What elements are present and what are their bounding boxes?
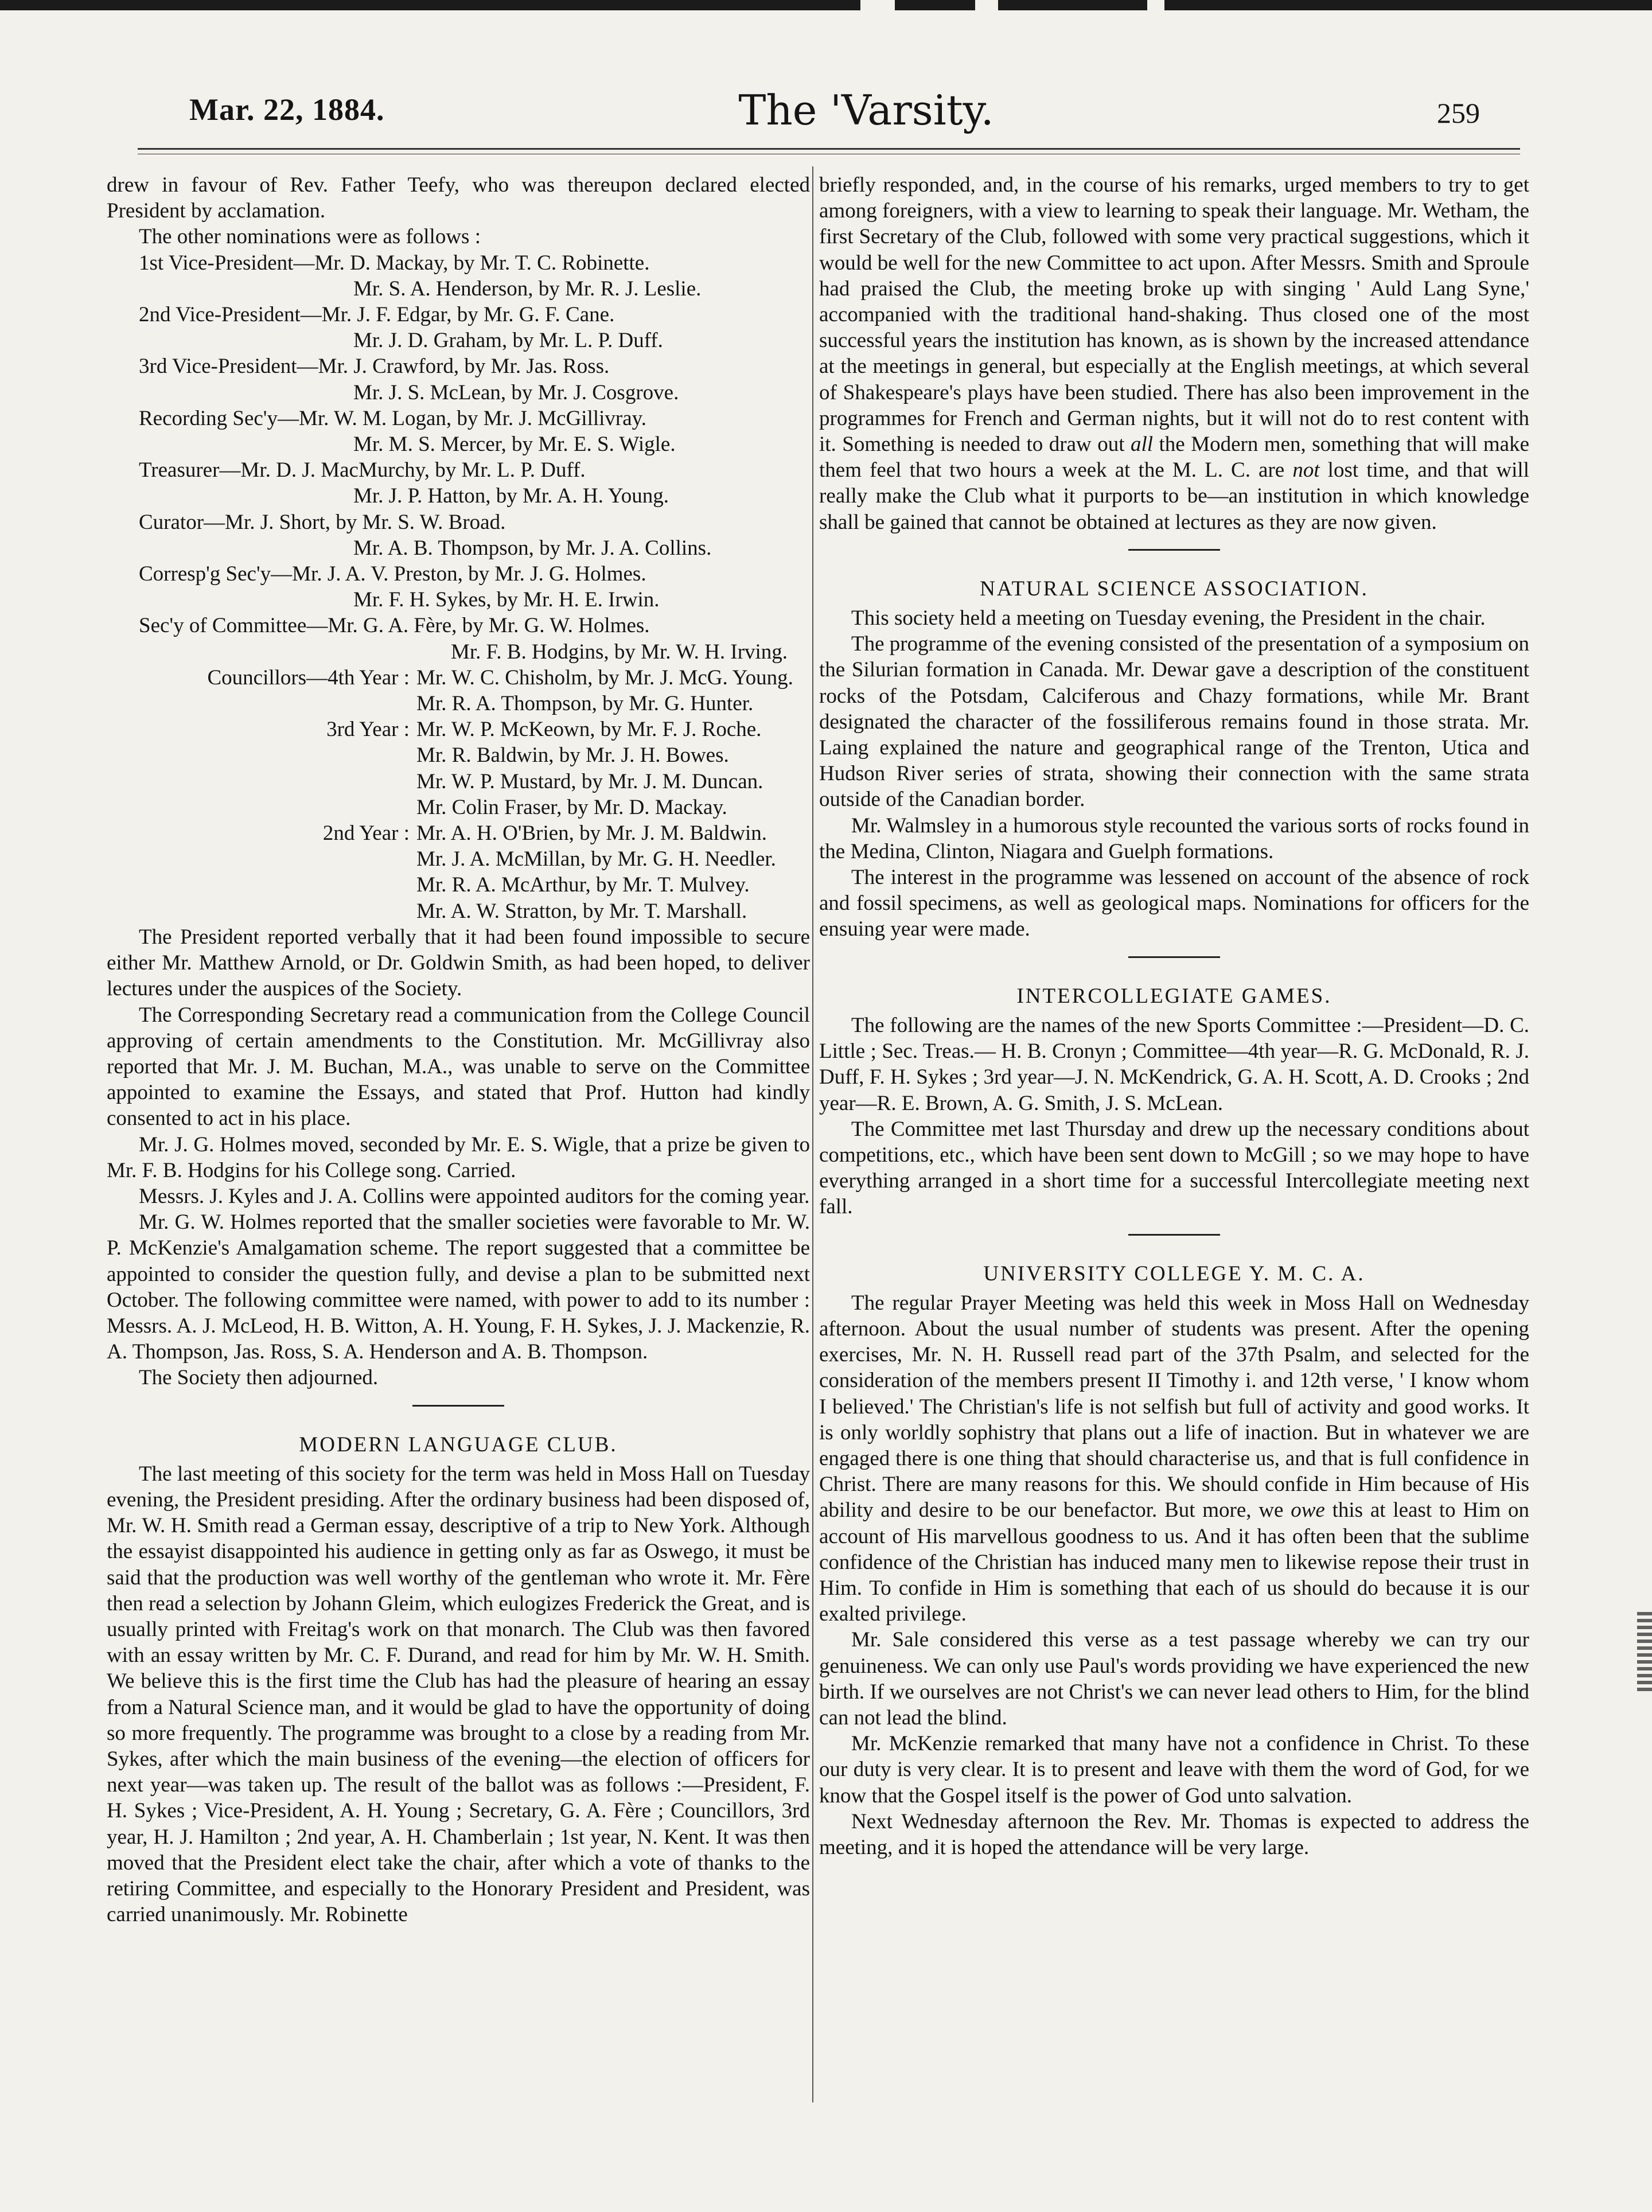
nomination-line: 2nd Vice-President—Mr. J. F. Edgar, by Mr. G. F. Cane. <box>139 303 615 327</box>
section-heading-intercollegiate-games: INTERCOLLEGIATE GAMES. <box>1016 984 1332 1008</box>
nomination-alt-line: Mr. M. S. Mercer, by Mr. E. S. Wigle. <box>353 433 676 457</box>
nomination-line: Recording Sec'y—Mr. W. M. Logan, by Mr. J. McGillivray. <box>139 406 647 430</box>
section-rule <box>1128 549 1220 551</box>
councillor-line: Mr. R. A. McArthur, by Mr. T. Mulvey. <box>416 873 750 897</box>
councillors-2nd-year <box>107 820 810 924</box>
nomination-alt-line: Mr. J. P. Hatton, by Mr. A. H. Young. <box>353 484 669 508</box>
section-heading-ymca: UNIVERSITY COLLEGE Y. M. C. A. <box>983 1261 1365 1286</box>
paragraph: Messrs. J. Kyles and J. A. Collins were appointed auditors for the coming year. <box>139 1184 810 1208</box>
emphasis: not <box>1292 458 1320 482</box>
left-column <box>107 172 810 1927</box>
paragraph: The Society then adjourned. <box>139 1366 379 1390</box>
councillor-line: Mr. R. A. Thompson, by Mr. G. Hunter. <box>416 692 754 716</box>
councillors-year-label: 3rd Year : <box>326 718 410 742</box>
nomination-line: Treasurer—Mr. D. J. MacMurchy, by Mr. L. P. Duff. <box>139 458 586 482</box>
nomination-line: Sec'y of Committee—Mr. G. A. Fère, by Mr. G. W. Holmes. <box>139 614 650 638</box>
nomination-alt-line: Mr. A. B. Thompson, by Mr. J. A. Collins. <box>353 536 712 560</box>
paragraph: The following are the names of the new Sports Committee :—President—D. C. Little ; Sec. Treas.— H. B. Cronyn ; Committee—4th year—R. G. McDonald, R. J. Duff, F. H. Sykes ; 3rd year—J. N. McKendrick, G. A. H. Scott, A. D. Crooks ; 2nd year—R. E. Brown, A. G. Smith, J. S. McLean. <box>819 1013 1529 1115</box>
page-header <box>184 86 1503 149</box>
paragraph: The regular Prayer Meeting was held this week in Moss Hall on Wednesday afternoon. About the usual number of students was present. After the opening exercises, Mr. N. H. Russell read part of the 37th Psalm, and selected for the consideration of the members present II Timothy i. and 12th verse, ' I know whom I believed.' The Christian's life is not selfish but full of activity and good works. It is only worldly sophistry that plans out a life of inaction. But in whatever we are engaged there is one thing that should characterise us, and that is full confidence in Christ. There are many reasons for this. We should confide in Him because of His ability and desire to be our benefactor. But more, we owe this at least to Him on account of His marvellous goodness to us. And it has often been that the sublime confidence of the Christian has induced many men to likewise repose their trust in Him. To confide in Him is something that each of us should do because it is our exalted privilege. <box>819 1291 1529 1626</box>
nomination-alt-line: Mr. S. A. Henderson, by Mr. R. J. Leslie. <box>353 276 702 301</box>
nomination-line: Curator—Mr. J. Short, by Mr. S. W. Broad. <box>139 510 506 534</box>
paragraph: Mr. McKenzie remarked that many have not a confidence in Christ. To these our duty is very clear. It is to present and leave with them the word of God, for we know that the Gospel itself is the power of God unto salvation. <box>819 1732 1529 1808</box>
paragraph: The interest in the programme was lessened on account of the absence of rock and fossil specimens, as well as geological maps. Nominations for officers for the ensuing year were made. <box>819 866 1529 941</box>
paragraph: Mr. Walmsley in a humorous style recounted the various sorts of rocks found in the Medina, Clinton, Niagara and Guelph formations. <box>819 813 1529 863</box>
councillor-line: Mr. J. A. McMillan, by Mr. G. H. Needler. <box>416 847 776 871</box>
mlc-paragraph: The last meeting of this society for the term was held in Moss Hall on Tuesday evening, the President presiding. After the ordinary business had been disposed of, Mr. W. H. Smith read a German essay, descriptive of a trip to New York. Although the essayist disappointed his audience in getting only as far as Oswego, it must be said that the production was well worthy of the gentleman who wrote it. Mr. Fère then read a selection by Johann Gleim, which eulogizes Frederick the Great, and is usually printed with Freitag's work on that monarch. The Club was then favored with an essay written by Mr. C. F. Durand, and read for him by Mr. W. H. Smith. We believe this is the first time the Club has had the pleasure of hearing an essay from a Natural Science man, and it would be glad to have the opportunity of doing so more frequently. The programme was brought to a close by a reading from Mr. Sykes, after which the main business of the evening—the election of officers for next year—was taken up. The result of the ballot was as follows :—President, F. H. Sykes ; Vice-President, A. H. Young ; Secretary, G. A. Fère ; Councillors, 3rd year, H. J. Hamilton ; 2nd year, A. H. Chamberlain ; 1st year, N. Kent. It was then moved that the President elect take the chair, after which a vote of thanks to the retiring Committee, and especially to the Honorary President and President, was carried unanimously. Mr. Robinette <box>107 1462 810 1927</box>
nomination-line: 1st Vice-President—Mr. D. Mackay, by Mr. T. C. Robinette. <box>139 251 650 275</box>
councillor-line: Mr. W. P. McKeown, by Mr. F. J. Roche. <box>416 718 762 742</box>
nomination-alt-line: Mr. F. B. Hodgins, by Mr. W. H. Irving. <box>451 640 788 664</box>
nomination-alt-line: Mr. J. S. McLean, by Mr. J. Cosgrove. <box>353 380 679 404</box>
issue-date: Mar. 22, 1884. <box>189 92 385 127</box>
councillor-line: Mr. W. C. Chisholm, by Mr. J. McG. Young. <box>416 665 793 690</box>
nomination-line: 3rd Vice-President—Mr. J. Crawford, by Mr. Jas. Ross. <box>139 355 610 379</box>
emphasis: owe <box>1291 1498 1325 1522</box>
section-rule <box>1128 956 1220 958</box>
councillors-4th-year <box>107 665 810 716</box>
page-number: 259 <box>1437 97 1480 129</box>
paragraph: Mr. G. W. Holmes reported that the smaller societies were favorable to Mr. W. P. McKenzie's Amalgamation scheme. The report suggested that a committee be appointed to consider the question fully, and devise a plan to be submitted next October. The following committee were named, with power to add to its number : Messrs. A. J. McLeod, H. B. Witton, A. H. Young, F. H. Sykes, J. J. Mackenzie, R. A. Thompson, Jas. Ross, S. A. Henderson and A. B. Thompson. <box>107 1210 810 1364</box>
councillor-line: Mr. A. H. O'Brien, by Mr. J. M. Baldwin. <box>416 821 767 846</box>
nomination-alt-line: Mr. J. D. Graham, by Mr. L. P. Duff. <box>353 329 663 353</box>
paragraph: The Corresponding Secretary read a communication from the College Council approving of certain amendments to the Constitution. Mr. McGillivray also reported that Mr. J. M. Buchan, M.A., was unable to serve on the Committee appointed to examine the Essays, and stated that Prof. Hutton had kindly consented to act in his place. <box>107 1003 810 1131</box>
paragraph: The President reported verbally that it had been found impossible to secure either Mr. Matthew Arnold, or Dr. Goldwin Smith, as had been hoped, to deliver lectures under the auspices of the Society. <box>107 925 810 1001</box>
paragraph: This society held a meeting on Tuesday evening, the President in the chair. <box>851 606 1486 630</box>
column-divider <box>812 166 813 2102</box>
section-heading-natural-science: NATURAL SCIENCE ASSOCIATION. <box>980 577 1369 601</box>
right-column <box>819 172 1529 1860</box>
nomination-alt-line: Mr. F. H. Sykes, by Mr. H. E. Irwin. <box>353 588 660 612</box>
councillor-line: Mr. W. P. Mustard, by Mr. J. M. Duncan. <box>416 769 763 793</box>
mlc-continuation: briefly responded, and, in the course of his remarks, urged members to try to get among foreigners, with a view to learning to speak their language. Mr. Wetham, the first Secretary of the Club, followed with some very practical suggestions, which it would be well for the new Committee to act upon. After Messrs. Smith and Sproule had praised the Club, the meeting broke up with singing ' Auld Lang Syne,' accompanied with the traditional hand-shaking. Thus closed one of the most successful years the institution has known, as is shown by the increased attendance at the meetings in general, but especially at the English meetings, at which several of Shakespeare's plays have been studied. There has also been improvement in the programmes for French and German nights, but it will not do to rest content with it. Something is needed to draw out all the Modern men, something that will make them feel that two hours a week at the M. L. C. are not lost time, and that will really make the Club what it purports to be—an institution in which knowledge shall be gained that cannot be obtained at lectures as they are now given. <box>819 173 1529 534</box>
paragraph: The Committee met last Thursday and drew up the necessary conditions about competitions, etc., which have been sent down to McGill ; so we may hope to have everything arranged in a short time for a successful Intercollegiate meeting next fall. <box>819 1117 1529 1219</box>
section-rule <box>1128 1234 1220 1236</box>
councillors-year-label: 2nd Year : <box>322 821 410 846</box>
election-intro: drew in favour of Rev. Father Teefy, who was thereupon declared elected President by acclamation. <box>107 173 810 223</box>
councillors-label: Councillors—4th Year : <box>207 665 410 690</box>
nominations-intro: The other nominations were as follows : <box>139 225 481 249</box>
paragraph: Mr. J. G. Holmes moved, seconded by Mr. E. S. Wigle, that a prize be given to Mr. F. B. Hodgins for his College song. Carried. <box>107 1132 810 1182</box>
councillor-line: Mr. R. Baldwin, by Mr. J. H. Bowes. <box>416 743 729 768</box>
nomination-line: Corresp'g Sec'y—Mr. J. A. V. Preston, by Mr. J. G. Holmes. <box>139 562 646 586</box>
councillors-3rd-year <box>107 716 810 820</box>
councillor-line: Mr. A. W. Stratton, by Mr. T. Marshall. <box>416 899 747 923</box>
paragraph: Mr. Sale considered this verse as a test passage whereby we can try our genuineness. We can only use Paul's words providing we have experienced the new birth. If we ourselves are not Christ's we can never lead others to Him, for the blind can not lead the blind. <box>819 1628 1529 1730</box>
paragraph: Next Wednesday afternoon the Rev. Mr. Thomas is expected to address the meeting, and it is hoped the attendance will be very large. <box>819 1809 1529 1859</box>
header-rule <box>138 148 1520 150</box>
scan-binding-mark <box>1637 1612 1652 1692</box>
section-rule <box>412 1405 504 1407</box>
scan-top-edge <box>0 0 1652 10</box>
paragraph: The programme of the evening consisted of the presentation of a symposium on the Silurian formation in Canada. Mr. Dewar gave a description of the constituent rocks of the Potsdam, Calciferous and Chazy formations, while Mr. Brant designated the character of the fossiliferous remains found in those strata. Mr. Laing explained the nature and geographical range of the Trenton, Utica and Hudson River series of strata, showing their connection with the same strata outside of the Canadian border. <box>819 632 1529 812</box>
masthead-title: The 'Varsity. <box>738 86 994 134</box>
councillor-line: Mr. Colin Fraser, by Mr. D. Mackay. <box>416 795 727 819</box>
section-heading-modern-language-club: MODERN LANGUAGE CLUB. <box>299 1432 618 1457</box>
emphasis: all <box>1130 433 1154 457</box>
